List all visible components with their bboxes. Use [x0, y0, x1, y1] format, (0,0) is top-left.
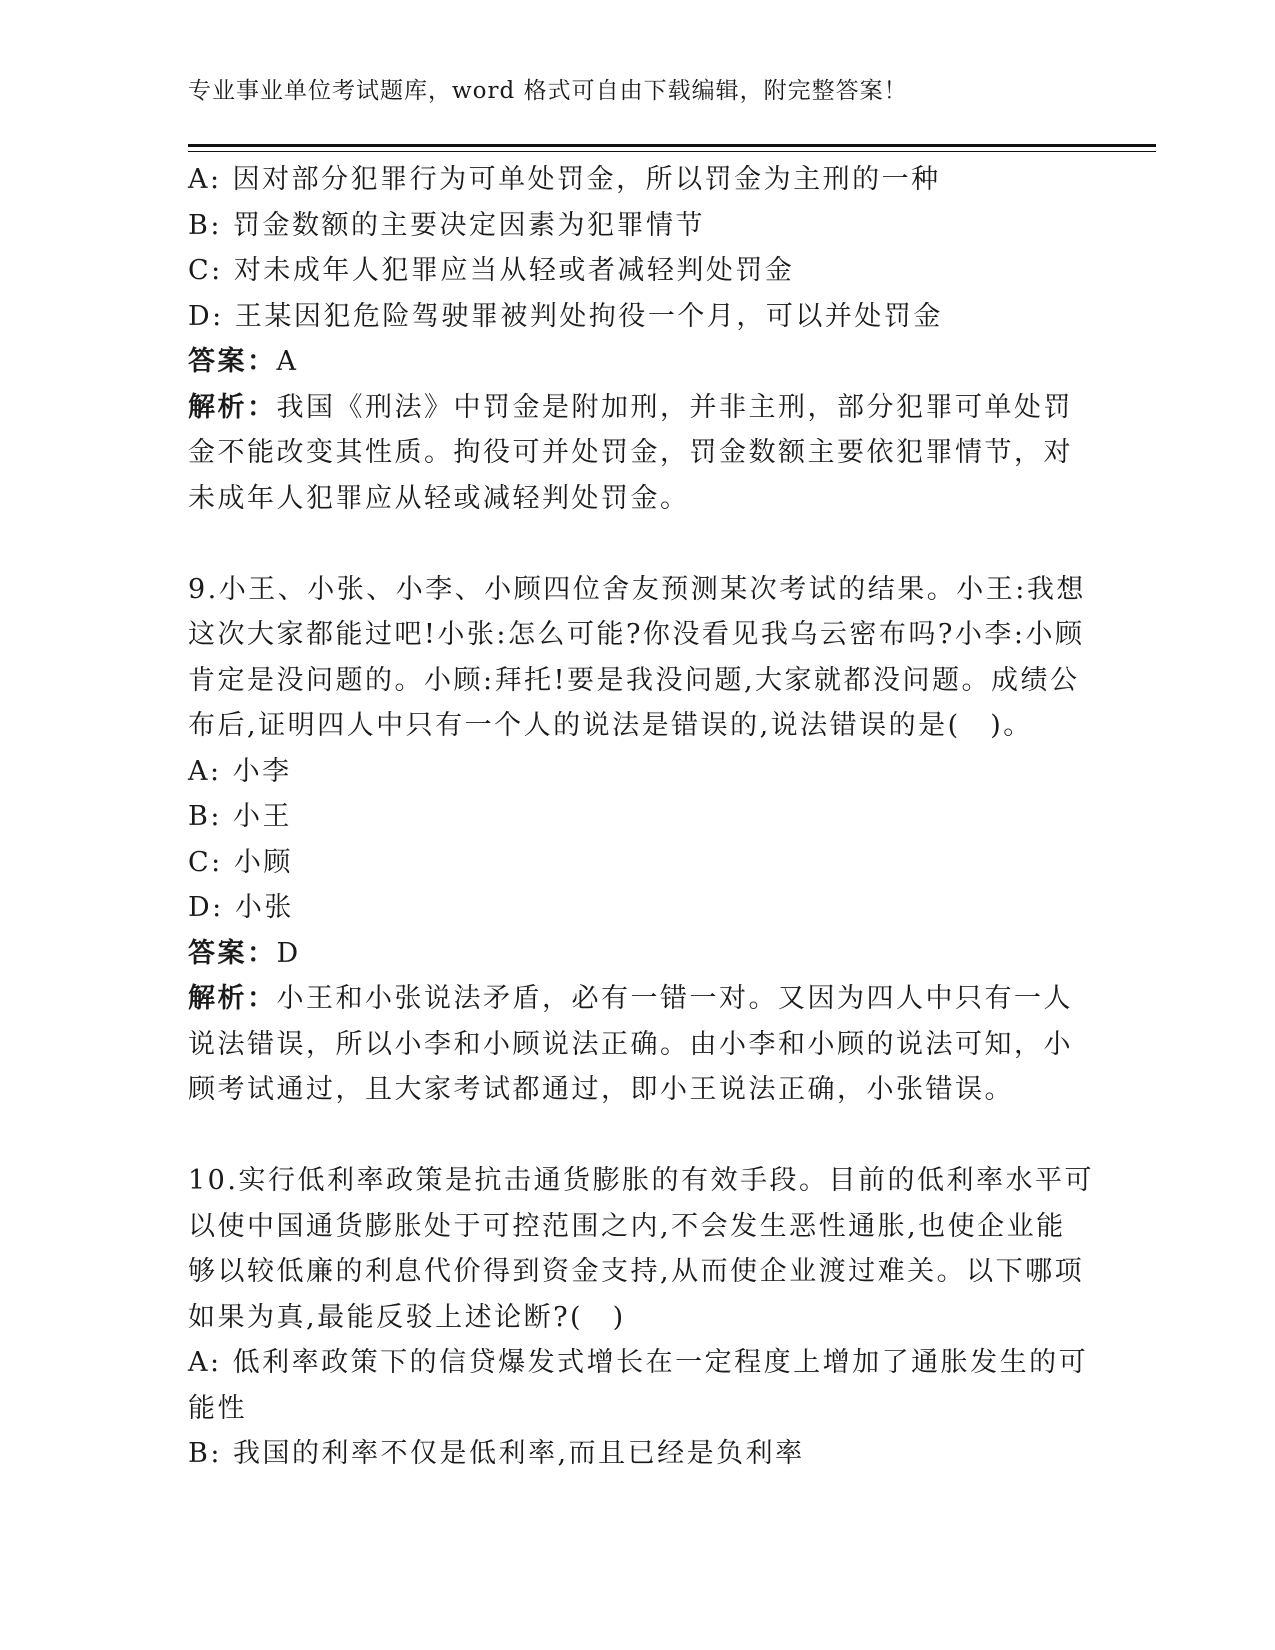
question-10: [188, 1158, 1094, 1477]
q10-option-b: B: 我国的利率不仅是低利率,而且已经是负利率: [188, 1438, 805, 1469]
q10-stem-line-4: 如果为真,最能反驳上述论断?( ): [188, 1301, 626, 1333]
q9-answer-label: 答案：: [188, 937, 277, 969]
q10-stem-line-1: 10.实行低利率政策是抗击通货膨胀的有效手段。目前的低利率水平可: [188, 1165, 1094, 1196]
q8-option-a: A: 因对部分犯罪行为可单处罚金，所以罚金为主刑的一种: [188, 164, 941, 195]
q9-option-c: C: 小顾: [188, 846, 293, 878]
q8-analysis-text-1: 我国《刑法》中罚金是附加刑，并非主刑，部分犯罪可单处罚: [276, 391, 1073, 423]
q8-analysis-label: 解析：: [188, 391, 277, 423]
q8-answer: [188, 339, 1078, 385]
document-body: [188, 157, 1094, 1477]
q9-stem-line-2: 这次大家都能过吧!小张:怎么可能?你没看见我乌云密布吗?小李:小顾: [188, 619, 1085, 650]
q9-option-a: A: 小李: [188, 755, 292, 787]
q8-answer-value: A: [276, 346, 299, 377]
q9-option-d: D: 小张: [188, 892, 294, 923]
header-rule-thick: [188, 144, 1156, 147]
q9-analysis-label: 解析：: [188, 983, 277, 1014]
question-8: [188, 157, 1078, 521]
q10-option-a-line-2: 能性: [188, 1392, 247, 1424]
q8-option-b: B: 罚金数额的主要决定因素为犯罪情节: [188, 209, 706, 241]
q9-answer-value: D: [276, 937, 301, 969]
q9-stem-line-1: 9.小王、小张、小李、小顾四位舍友预测某次考试的结果。小王:我想: [188, 573, 1086, 605]
q9-analysis-line-1: [188, 976, 1078, 1022]
q10-stem-line-2: 以使中国通货膨胀处于可控范围之内,不会发生恶性通胀,也使企业能: [188, 1210, 1066, 1242]
q8-analysis-line-3: 未成年人犯罪应从轻或减轻判处罚金。: [188, 482, 690, 514]
q8-answer-label: 答案：: [188, 346, 277, 377]
question-spacer: [188, 1113, 1078, 1159]
question-9: [188, 567, 1086, 1113]
q9-answer: [188, 931, 1078, 977]
q10-stem-line-3: 够以较低廉的利息代价得到资金支持,从而使企业渡过难关。以下哪项: [188, 1256, 1085, 1287]
question-spacer: [188, 521, 1078, 567]
q9-analysis-line-2: 说法错误，所以小李和小顾说法正确。由小李和小顾的说法可知，小: [188, 1028, 1073, 1060]
q10-option-a-line-1: A: 低利率政策下的信贷爆发式增长在一定程度上增加了通胀发生的可: [188, 1347, 1089, 1378]
q8-option-d: D: 王某因犯危险驾驶罪被判处拘役一个月，可以并处罚金: [188, 300, 943, 332]
q9-stem-line-4: 布后,证明四人中只有一个人的说法是错误的,说法错误的是( )。: [188, 710, 1033, 741]
q9-analysis-text-1: 小王和小张说法矛盾，必有一错一对。又因为四人中只有一人: [276, 983, 1073, 1014]
q9-option-b: B: 小王: [188, 801, 293, 832]
document-header: 专业事业单位考试题库，word 格式可自由下载编辑，附完整答案！: [188, 78, 908, 104]
q8-option-c: C: 对未成年人犯罪应当从轻或者减轻判处罚金: [188, 255, 795, 286]
q8-analysis-line-1: [188, 385, 1078, 431]
q8-analysis-line-2: 金不能改变其性质。拘役可并处罚金，罚金数额主要依犯罪情节，对: [188, 437, 1073, 468]
header-rule-thin: [188, 151, 1156, 152]
q9-analysis-line-3: 顾考试通过，且大家考试都通过，即小王说法正确，小张错误。: [188, 1074, 1014, 1105]
q9-stem-line-3: 肯定是没问题的。小顾:拜托!要是我没问题,大家就都没问题。成绩公: [188, 664, 1080, 696]
